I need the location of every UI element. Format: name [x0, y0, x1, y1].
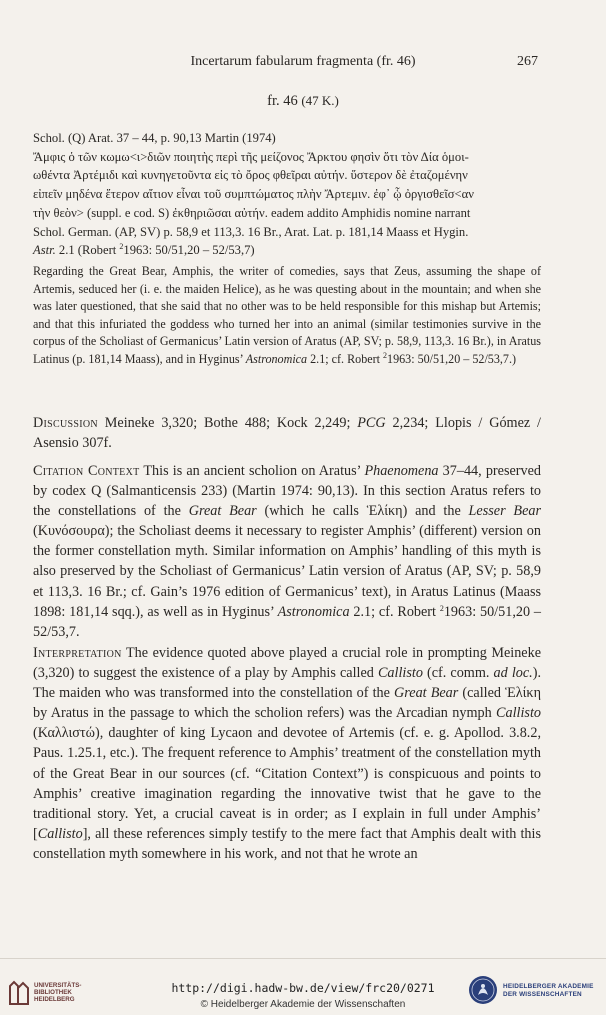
- astr-abbrev: Astr.: [33, 243, 56, 258]
- permalink-url[interactable]: http://digi.hadw-bw.de/view/frc20/0271: [171, 981, 435, 995]
- source-line: τὴν θεὸν> (suppl. e cod. S) ἐκθηριῶσαι αὐτήν. eadem addito Amphidis nomine narrant: [33, 205, 471, 220]
- academy-seal-icon: [468, 975, 498, 1005]
- source-line: Schol. German. (AP, SV) p. 58,9 et 113,3. 16 Br., Arat. Lat. p. 181,14 Maass et Hygin.: [33, 224, 469, 239]
- source-line: Schol. (Q) Arat. 37 – 44, p. 90,13 Martin (1974): [33, 131, 276, 145]
- fragment-label: fr. 46: [267, 93, 298, 109]
- source-line: εἰπεῖν μηδένα ἕτερον αἴτιον εἶναι τοῦ συμπτώματος πλὴν Ἄρτεμιν. ἐφ᾽ ᾧ ὀργισθεῖσ<αν: [33, 187, 474, 202]
- citation-context-label: Citation Context: [33, 463, 140, 479]
- source-line: Astr. 2.1 (Robert $^2$1963: 50/51,20 – 52/53,7): [33, 242, 255, 258]
- translation: Regarding the Great Bear, Amphis, the writer of comedies, says that Zeus, assuming the shape of Artemis, seduced her (i. e. the maiden Helice), as he was questing about in the mountain; and when she was later questioned, that she said that no other was to be held responsible for this mishap but Artemis; and that this infuriated the goddess who turned her into an animal (similar testimonies survive in the corpus of the Scholiast of Germanicus’ Latin version of Aratus (AP, SV; p. 58,9, 113,3. 16 Br.), in Aratus Latinus (p. 181,14 Maass), and in Hyginus’ Astronomica 2.1; cf. Robert $^2$1963: 50/51,20 – 52/53,7.): [33, 264, 541, 366]
- footer-divider: [0, 958, 606, 959]
- academy-name: HEIDELBERGER AKADEMIE DER WISSENSCHAFTEN: [503, 983, 594, 998]
- running-head: [0, 54, 606, 72]
- source-line: Ἄμφις ὁ τῶν κωμω<ι>διῶν ποιητὴς περὶ τῆς μείζονος Ἄρκτου φησὶν ὅτι τὸν Δία ὁμοι-: [33, 149, 469, 164]
- copyright-notice: © Heidelberger Akademie der Wissenschaften: [200, 999, 406, 1010]
- discussion-label: Discussion: [33, 415, 98, 431]
- citation-context-section: Citation Context This is an ancient scholion on Aratus’ Phaenomena 37–44, preserved by codex Q (Salmanticensis 233) (Martin 1974: 90,13). In this section Aratus refers to the constellations of the Great Bear (which he calls Ἑλίκη) and the Lesser Bear (Κυνόσουρα); the Scholiast deems it necessary to register Amphis’ (different) version on the former constellation myth. Similar information on Amphis’ handling of this myth is also preserved by the Scholiast of Germanicus’ Latin version of Aratus (AP, SV; p. 58,9 et 113,3. 16 Br.; cf. Gain’s 1976 edition of Germanicus’ text), in Aratus Latinus (Maass 1898: 181,14 sqq.), as well as in Hyginus’ Astronomica 2.1; cf. Robert $^2$1963: 50/51,20 – 52/53,7.: [33, 463, 541, 640]
- source-line: ωθέντα Ἀρτέμιδι καὶ κυνηγετοῦντα εἰς τὸ ὄρος φθεῖραι αὐτήν. ὕστερον δὲ ἐταζομένην: [33, 168, 468, 183]
- running-head-title: Incertarum fabularum fragmenta (fr. 46): [190, 54, 416, 69]
- digitization-footer: [0, 958, 606, 1015]
- interpretation-section: Interpretation The evidence quoted above played a crucial role in prompting Meineke (3,320) to suggest the existence of a play by Amphis called Callisto (cf. comm. ad loc.). The maiden who was transformed into the constellation of the Great Bear (called Ἑλίκη by Aratus in the passage to which the scholion refers) was the Arcadian nymph Callisto (Καλλιστώ), daughter of king Lycaon and devotee of Artemis (cf. e. g. Apollod. 3.8.2, Paus. 1.25.1, etc.). The frequent reference to Amphis’ treatment of the constellation myth of the Great Bear in our sources (cf. “Citation Context”) is conspicuous and points to Amphis’ creative imagination regarding the innovative twist that he gave to the traditional story. Yet, a crucial caveat is in order; as I explain in full under Amphis’ [Callisto], all these references simply testify to the mere fact that Amphis dealt with this constellation myth somewhere in his work, and not that he wrote an: [33, 645, 541, 862]
- page-number: 267: [517, 54, 538, 69]
- discussion-section: Discussion Meineke 3,320; Bothe 488; Kock 2,249; PCG 2,234; Llopis / Gómez / Asensio 307f.: [33, 415, 541, 452]
- university-library-name: UNIVERSITÄTS- BIBLIOTHEK HEIDELBERG: [34, 982, 82, 1004]
- fragment-ref: (47 K.): [301, 93, 339, 108]
- source-text: [33, 129, 541, 260]
- fragment-heading: [0, 93, 606, 110]
- interpretation-label: Interpretation: [33, 645, 122, 661]
